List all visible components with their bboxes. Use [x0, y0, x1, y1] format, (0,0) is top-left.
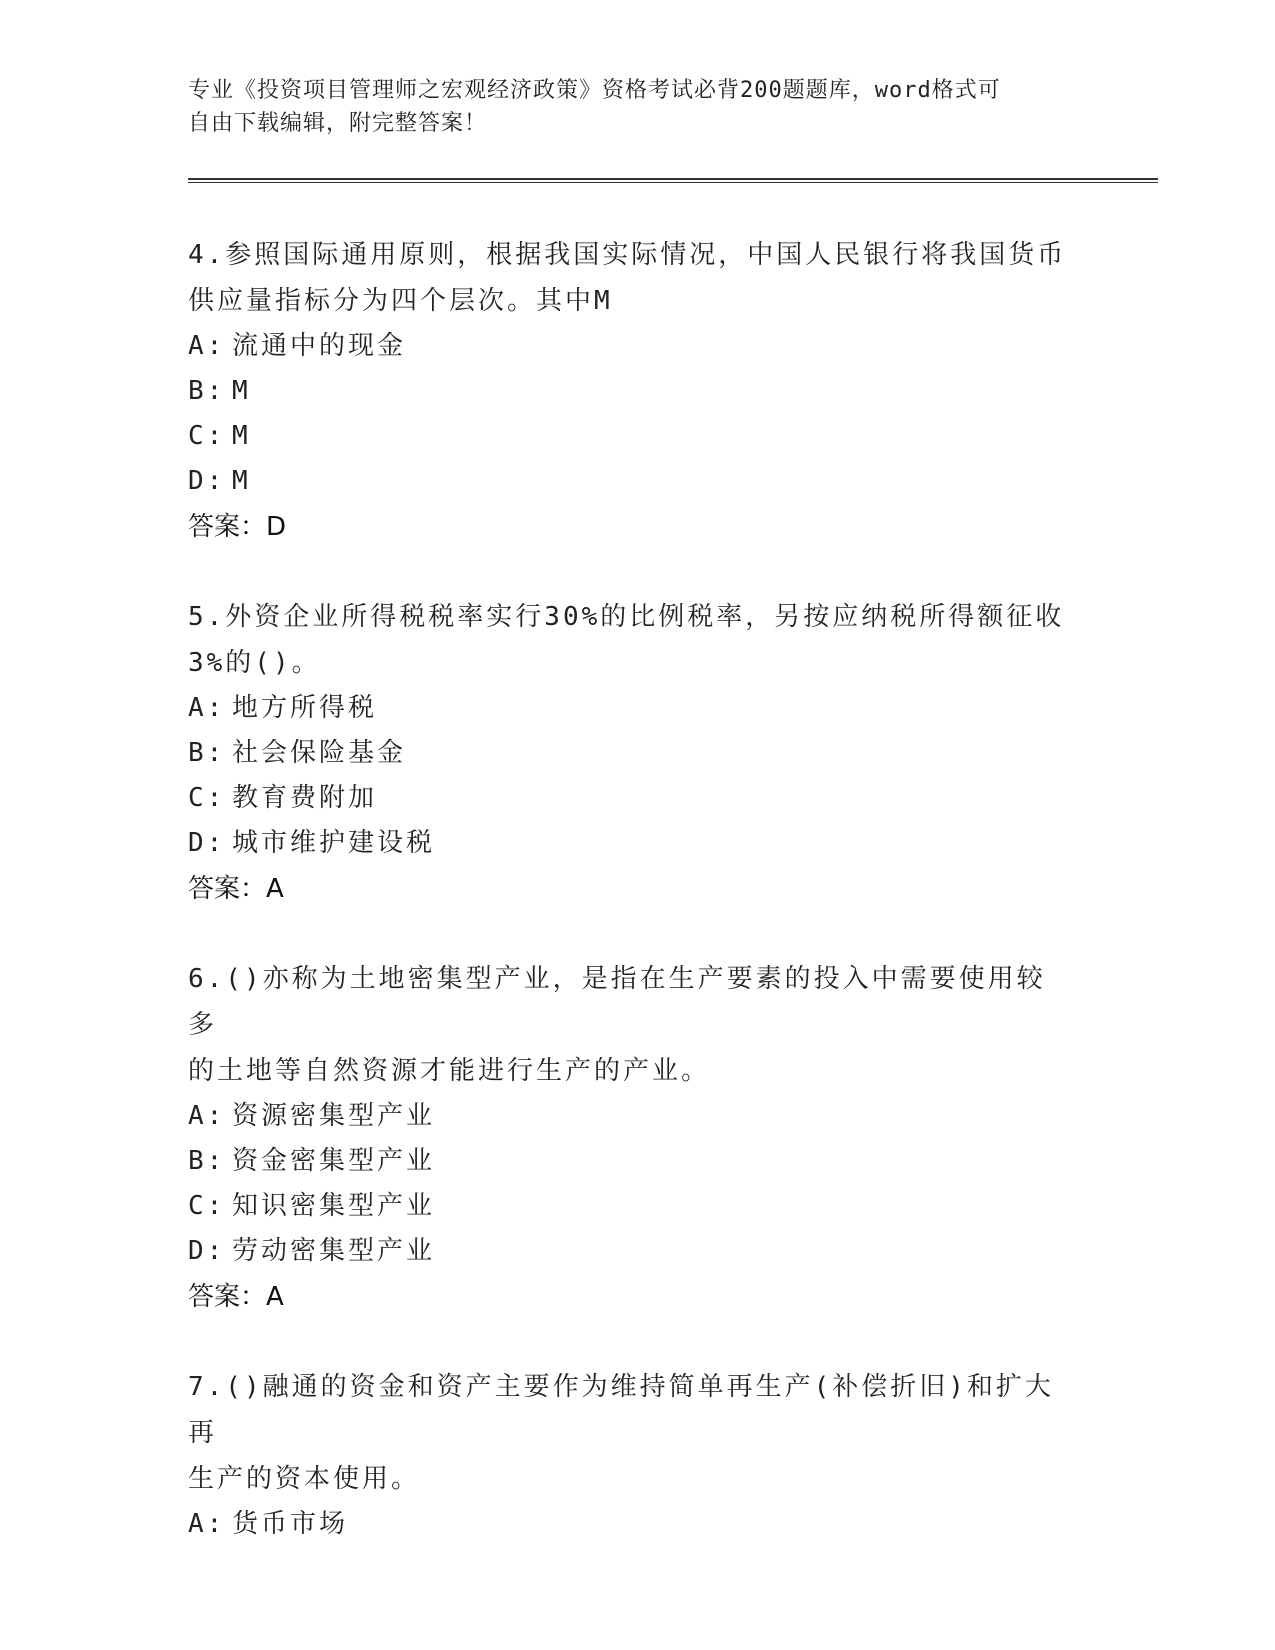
option-text: M [232, 376, 251, 406]
question-stem-line: 生产的资本使用。 [188, 1464, 421, 1494]
option-text: 流通中的现金 [232, 331, 407, 361]
question-stem [188, 1364, 1068, 1502]
question-stem-line: 4.参照国际通用原则，根据我国实际情况，中国人民银行将我国货币 [188, 240, 1067, 270]
question-5 [188, 594, 1068, 912]
question-stem-line: 6.()亦称为土地密集型产业，是指在生产要素的投入中需要使用较多 [188, 964, 1046, 1040]
option-text: 城市维护建设税 [232, 828, 436, 858]
question-stem [188, 232, 1068, 324]
option-c [188, 776, 1068, 821]
option-text: M [232, 466, 251, 496]
option-d [188, 459, 1068, 504]
option-text: 社会保险基金 [232, 738, 407, 768]
option-text: M [232, 421, 251, 451]
question-stem-line: 供应量指标分为四个层次。其中M [188, 286, 613, 316]
option-a [188, 1502, 1068, 1547]
question-stem-line: 3%的()。 [188, 648, 321, 678]
option-b [188, 1139, 1068, 1184]
question-6 [188, 956, 1068, 1320]
option-c [188, 1184, 1068, 1229]
option-key: B: [188, 1146, 226, 1176]
question-stem-line: 的土地等自然资源才能进行生产的产业。 [188, 1056, 711, 1086]
answer-line: 答案：A [188, 874, 284, 904]
option-a [188, 686, 1068, 731]
option-a [188, 324, 1068, 369]
option-key: C: [188, 1191, 226, 1221]
question-list [188, 232, 1068, 1591]
option-text: 教育费附加 [232, 783, 378, 813]
header-line-1: 专业《投资项目管理师之宏观经济政策》资格考试必背200题题库，word格式可 [188, 78, 1001, 103]
answer-line: 答案：A [188, 1282, 284, 1312]
question-stem-line: 5.外资企业所得税税率实行30%的比例税率，另按应纳税所得额征收 [188, 602, 1065, 632]
option-c [188, 414, 1068, 459]
option-text: 资源密集型产业 [232, 1101, 436, 1131]
option-key: A: [188, 1101, 226, 1131]
option-key: A: [188, 693, 226, 723]
option-key: D: [188, 828, 226, 858]
header-line-2: 自由下载编辑，附完整答案！ [188, 111, 488, 136]
question-4 [188, 232, 1068, 550]
question-stem [188, 956, 1068, 1094]
question-7 [188, 1364, 1068, 1547]
option-key: C: [188, 421, 226, 451]
answer-line: 答案：D [188, 512, 287, 542]
question-stem-line: 7.()融通的资金和资产主要作为维持简单再生产(补偿折旧)和扩大再 [188, 1372, 1054, 1448]
option-key: C: [188, 783, 226, 813]
option-b [188, 369, 1068, 414]
option-key: A: [188, 331, 226, 361]
header-divider [188, 178, 1158, 183]
option-key: B: [188, 376, 226, 406]
option-a [188, 1094, 1068, 1139]
option-key: D: [188, 1236, 226, 1266]
option-d [188, 1229, 1068, 1274]
question-stem [188, 594, 1068, 686]
document-header [188, 74, 1068, 140]
option-b [188, 731, 1068, 776]
option-text: 地方所得税 [232, 693, 378, 723]
option-text: 知识密集型产业 [232, 1191, 436, 1221]
option-d [188, 821, 1068, 866]
option-text: 货币市场 [232, 1509, 349, 1539]
option-text: 资金密集型产业 [232, 1146, 436, 1176]
option-key: D: [188, 466, 226, 496]
option-key: B: [188, 738, 226, 768]
option-key: A: [188, 1509, 226, 1539]
option-text: 劳动密集型产业 [232, 1236, 436, 1266]
